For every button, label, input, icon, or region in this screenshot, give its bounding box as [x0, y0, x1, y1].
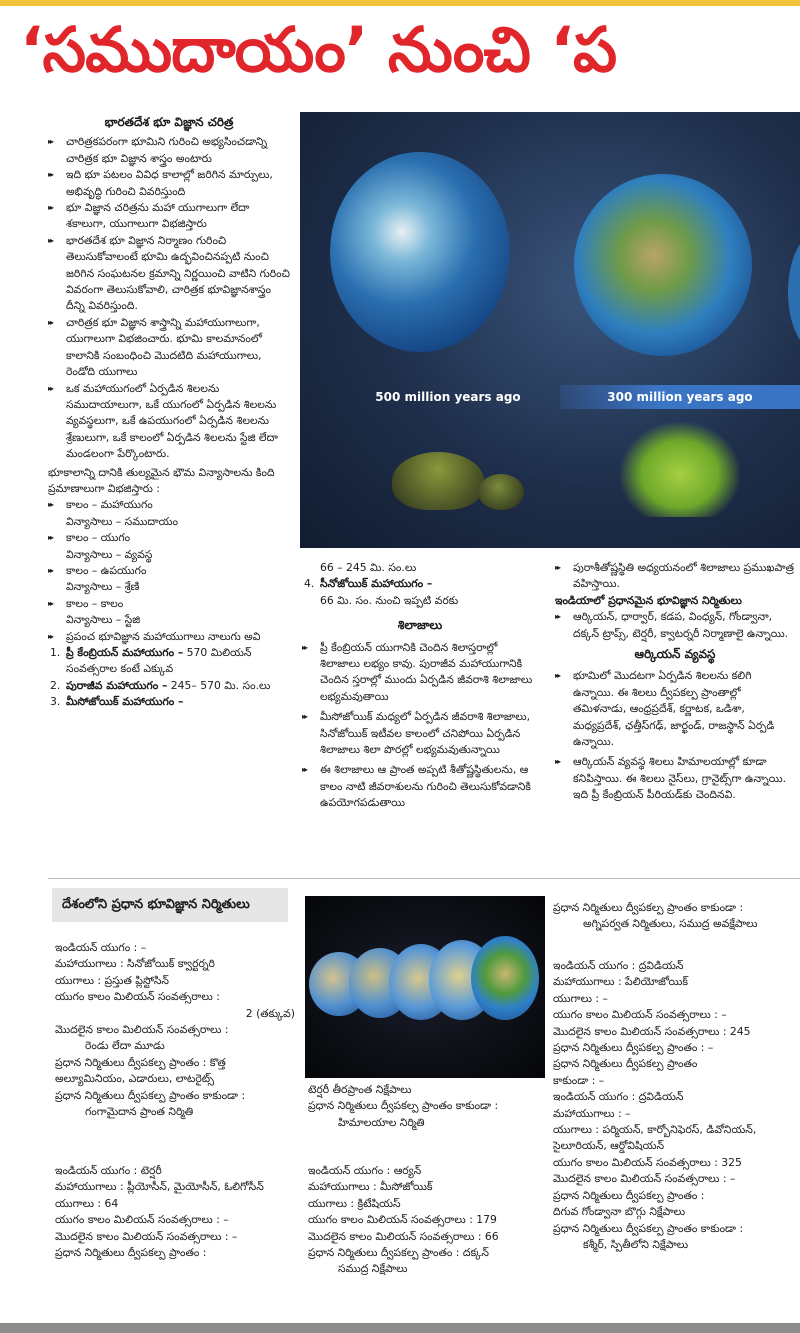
section-heading-history: భారతదేశ భూ విజ్ఞాన చరిత్ర	[104, 115, 234, 129]
list-item: ▸▸ ఈ శిలాజాలు ఆ ప్రాంత అప్పటి శీతోష్ణస్థితులను, ఆ కాలం నాటి జీవరాశులను గురించి తెలుసుకోవడానికి ఉపయోగపడుతాయి	[302, 762, 538, 811]
fact-line: యుగం కాలం మిలియన్ సంవత్సరాలు : –	[553, 1008, 727, 1022]
box-right-block-2	[553, 958, 793, 1253]
column-2	[302, 560, 538, 816]
fact-line: అగ్నిపర్వత నిర్మితులు, సముద్ర అవక్షేపాలు	[583, 917, 758, 931]
fact-line: యుగాలు : క్రిటేషియస్	[308, 1196, 401, 1210]
label-500: 500 million years ago	[375, 390, 521, 404]
unit-formation: విన్యాసాలు – స్టేజి	[66, 613, 141, 627]
era-3-range: 66 – 245 మి. సం.లు	[320, 561, 417, 574]
fact-line: టెర్షరీ తీరప్రాంత నిక్షేపాలు	[308, 1083, 412, 1096]
list-item: ▸▸ ఒక మహాయుగంలో ఏర్పడిన శిలలను సముదాయాలుగా, ఒకే యుగంలో ఏర్పడిన శిలలను వ్యవస్థలుగా, ఒకే ఉపయుగంలో ఏర్పడిన శిలలను శ్రేణులుగా, ఒకే కాలంలో ఏర్పడిన శిలలను స్టేజి లేదా మండలంగా పేర్కొంటారు.	[48, 381, 290, 463]
list-item: ▸▸ పురాశీతోష్ణస్థితి అధ్యయనంలో శిలాజాలు ప్రముఖపాత్ర వహిస్తాయి.	[555, 560, 795, 593]
era-number: 4.	[304, 577, 315, 591]
earth-icon	[471, 936, 539, 1020]
fact-line: మొదలైన కాలం మిలియన్ సంవత్సరాలు :	[55, 1023, 229, 1037]
fact-line: యుగాలు : పర్మియన్, కార్బోనిఫెరస్, డివోనియన్, సైలూరియన్, ఆర్డోవిషియన్	[553, 1123, 757, 1153]
fact-line: కశ్మీర్, స్పితీలోని నిక్షేపాలు	[583, 1237, 689, 1251]
list-item: ▸▸ మీసోజోయిక్ మధ్యలో ఏర్పడిన జీవరాశి శిలాజాలు, సినోజోయిక్ ఇటీవల కాలంలో చనిపోయి ఏర్పడిన శిలాజాలు శిలా పొరల్లో లభ్యమవుతున్నాయి	[302, 709, 538, 758]
fact-line: యుగాలు : 64	[55, 1196, 119, 1210]
fact-line: గంగామైదాన ప్రాంత నిర్మితి	[85, 1105, 194, 1119]
box-heading: దేశంలోని ప్రధాన భూవిజ్ఞాన నిర్మితులు	[52, 888, 288, 922]
label-300: 300 million years ago	[560, 385, 800, 409]
fact-line: ప్రధాన నిర్మితులు ద్వీపకల్ప ప్రాంతం కాకుండా :	[308, 1099, 499, 1113]
fact-line: ఇండియన్ యుగం : టెర్షరీ	[55, 1164, 162, 1177]
fact-line: ప్రధాన నిర్మితులు ద్వీపకల్ప ప్రాంతం : దక్కన్	[308, 1246, 489, 1260]
box-left-block-2	[55, 1163, 295, 1261]
list-item: ▸▸ ప్రపంచ భూవిజ్ఞాన మహాయుగాలు నాలుగు అవి	[48, 629, 290, 645]
era-number: 3.	[50, 695, 61, 709]
globe-500-icon	[330, 152, 510, 352]
unit-time: ▸▸ కాలం – మహాయుగం	[48, 497, 290, 513]
rock-small-icon	[478, 474, 524, 510]
fact-line: ప్రధాన నిర్మితులు ద్వీపకల్ప ప్రాంతం	[553, 1057, 698, 1071]
era-list	[48, 645, 290, 711]
era-title: పురాజీవ మహాయుగం –	[66, 678, 168, 692]
units-pairs	[48, 497, 290, 628]
era-number: 2.	[50, 678, 61, 692]
fact-line: ప్రధాన నిర్మితులు ద్వీపకల్ప ప్రాంతం :	[55, 1246, 207, 1260]
earth-sequence-image	[305, 896, 545, 1078]
era-4-range: 66 మి. సం. నుంచి ఇప్పటి వరకు	[320, 593, 459, 607]
unit-time: ▸▸ కాలం – యుగం	[48, 530, 290, 546]
fact-line: మహాయుగాలు : పేలియోజోయిక్	[553, 975, 689, 989]
fact-line: మహాయుగాలు : సినోజోయిక్ క్వార్టర్నరి	[55, 957, 215, 971]
era-title: ప్రీ కేంబ్రియన్ మహాయుగం –	[66, 646, 184, 659]
unit-formation: విన్యాసాలు – సముదాయం	[66, 514, 178, 528]
fact-line: యుగం కాలం మిలియన్ సంవత్సరాలు :	[55, 990, 220, 1004]
fact-line: ఇండియన్ యుగం : ఆర్యన్	[308, 1164, 422, 1177]
era-number: 1.	[50, 646, 61, 659]
section-heading-fossils: శిలాజాలు	[397, 618, 443, 633]
list-item: ▸▸ ప్రీ కేంబ్రియన్ యుగానికి చెందిన శిలాస్తరాల్లో శిలాజాలు లభ్యం కావు. పురాజీవ మహాయుగానికి చెందిన స్తరాల్లో ముందు ఏర్పడిన జీవరాశి శిలాజాలు లభ్యమవుతాయి	[302, 640, 538, 706]
fact-line: 2 (తక్కువ)	[245, 1006, 295, 1020]
fact-line: యుగాలు : –	[553, 991, 608, 1005]
fact-line: యుగం కాలం మిలియన్ సంవత్సరాలు : 325	[553, 1155, 742, 1169]
era-4	[302, 576, 538, 592]
list-item: ▸▸ చారిత్రక భూ విజ్ఞాన శాస్త్రాన్ని మహాయుగాలుగా, యుగాలుగా విభజించారు. భూమి కాలమానంలో కాలానికి సంబంధించి మొదటిది మహాయుగాలు, రెండోది యుగాలు	[48, 315, 290, 381]
fossil-bullets	[302, 640, 538, 812]
era-item	[48, 678, 290, 694]
fact-line: మహాయుగాలు : మీసోజోయిక్	[308, 1180, 433, 1194]
fact-line: మొదలైన కాలం మిలియన్ సంవత్సరాలు : 66	[308, 1229, 499, 1243]
unit-formation: విన్యాసాలు – వ్యవస్థ	[66, 547, 153, 561]
list-item: ▸▸ భూమిలో మొదటగా ఏర్పడిన శిలలను కలిగి ఉన్నాయి. ఈ శిలలు ద్వీపకల్ప ప్రాంతాల్లో తమిళనాడు, ఆంధ్రప్రదేశ్, కర్ణాటక, ఒడిశా, మధ్యప్రదేశ్, ఛత్తీస్‌గఢ్, జార్ఖండ్, రాజస్థాన్ ఏర్పడి ఉన్నాయి.	[555, 668, 795, 750]
units-intro: భూకాలాన్ని దానికి తుల్యమైన భౌమ విన్యాసాలను కింది ప్రమాణాలుగా విభజిస్తారు :	[48, 465, 275, 495]
globe-300-icon	[574, 174, 752, 356]
fact-line: యుగాలు : ప్రస్తుత ప్లిస్టోసిన్	[55, 973, 169, 987]
section-heading-archean: ఆర్కియన్ వ్యవస్థ	[634, 647, 716, 662]
box-right-block-1	[553, 900, 793, 933]
fern-icon	[620, 422, 740, 517]
list-item: ▸▸ భూ విజ్ఞాన చరిత్రను మహా యుగాలుగా లేదా శకాలుగా, యుగాలుగా విభజిస్తారు	[48, 200, 290, 233]
era-range: 245– 570 మి. సం.లు	[170, 678, 271, 692]
fact-line: ప్రధాన నిర్మితులు ద్వీపకల్ప ప్రాంతం కాకుండా :	[553, 1221, 744, 1235]
fact-line: ఇండియన్ యుగం : ద్రవిడియన్	[553, 1090, 684, 1104]
fact-line: యుగం కాలం మిలియన్ సంవత్సరాలు : 179	[308, 1213, 497, 1227]
fact-line: ప్రధాన నిర్మితులు ద్వీపకల్ప ప్రాంతం కాకుండా :	[553, 901, 744, 914]
era-title: మీసోజోయిక్ మహాయుగం –	[66, 695, 184, 709]
box-middle-block-2	[308, 1163, 548, 1278]
fact-line: హిమాలయాల నిర్మితి	[338, 1115, 425, 1129]
fact-line: మొదలైన కాలం మిలియన్ సంవత్సరాలు : 245	[553, 1024, 751, 1038]
fact-line: ప్రధాన నిర్మితులు ద్వీపకల్ప ప్రాంతం : –	[553, 1041, 714, 1055]
fact-line: రెండు లేదా మూడు	[85, 1039, 165, 1053]
list-item: ▸▸ చారిత్రకపరంగా భూమిని గురించి అభ్యసించడాన్ని చారిత్రక భూ విజ్ఞాన శాస్త్రం అంటారు	[48, 134, 290, 167]
list-item: ▸▸ ఆర్కియన్, ధార్వార్, కడప, వింధ్యన్, గోండ్వానా, దక్కన్ ట్రాప్స్, టెర్షరీ, క్వాటర్నరీ నిర్మాణాలై ఉన్నాయి.	[555, 609, 795, 642]
column-1	[48, 112, 290, 711]
formations-subhead: ఇండియాలో ప్రధానమైన భూవిజ్ఞాన నిర్మితులు	[555, 593, 742, 607]
fact-line: మొదలైన కాలం మిలియన్ సంవత్సరాలు : –	[553, 1172, 736, 1186]
fact-line: కాకుండా : –	[553, 1073, 605, 1087]
era-range: 570 మిలియన్ సంవత్సరాల కంటే ఎక్కువ	[66, 646, 252, 676]
era-title: సీనోజోయిక్ మహాయుగం –	[320, 577, 433, 591]
fact-line: మొదలైన కాలం మిలియన్ సంవత్సరాలు : –	[55, 1229, 238, 1243]
rock-icon	[392, 452, 484, 510]
fact-line: సముద్ర నిక్షేపాలు	[338, 1262, 408, 1276]
globes-image	[300, 112, 800, 548]
fact-line: ఇండియన్ యుగం : ద్రవిడియన్	[553, 959, 684, 972]
bottom-bar	[0, 1323, 800, 1333]
archean-bullets	[555, 668, 795, 803]
list-item: ▸▸ భారతదేశ భూ విజ్ఞాన నిర్మాణం గురించి తెలుసుకోవాలంటే భూమి ఉద్భవించినప్పటి నుంచి జరిగిన సంఘటనల క్రమాన్ని నిర్ణయించి వాటిని గురించి వివరంగా తెలుసుకోవాలి, చారిత్రక భూవిజ్ఞానశాస్త్రం దీన్ని వివరిస్తుంది.	[48, 233, 290, 315]
headline: ‘సముదాయం’ నుంచి ‘ప	[20, 13, 617, 86]
fact-line: యుగం కాలం మిలియన్ సంవత్సరాలు : –	[55, 1213, 229, 1227]
era-item	[48, 645, 290, 678]
history-bullets	[48, 134, 290, 462]
column-3	[555, 560, 795, 808]
box-middle-block-1	[308, 1082, 548, 1131]
globe-partial-icon	[788, 232, 800, 352]
unit-time: ▸▸ కాలం – ఉపయుగం	[48, 563, 290, 579]
fact-line: మహాయుగాలు : –	[553, 1106, 631, 1120]
fact-line: దిగువ గోండ్వానా బొగ్గు నిక్షేపాలు	[553, 1205, 686, 1219]
box-left-block-1	[55, 940, 295, 1120]
unit-time: ▸▸ కాలం – కాలం	[48, 596, 290, 612]
fact-line: ప్రధాన నిర్మితులు ద్వీపకల్ప ప్రాంతం కాకుండా :	[55, 1088, 246, 1102]
fact-line: ప్రధాన నిర్మితులు ద్వీపకల్ప ప్రాంతం : కొత్త అల్యూమినియం, ఎడారులు, లాటరైట్స్	[55, 1055, 226, 1086]
list-item: ▸▸ ఇది భూ పటలం వివిధ కాలాల్లో జరిగిన మార్పులు, అభివృద్ధి గురించి వివరిస్తుంది	[48, 167, 290, 200]
box-top-divider	[48, 878, 800, 879]
fact-line: ఇండియన్ యుగం : –	[55, 941, 147, 954]
fact-line: మహాయుగాలు : ప్లీయోసీన్, మైయోసీన్, ఓలిగోసీన్	[55, 1180, 264, 1194]
era-item	[48, 694, 290, 710]
list-item: ▸▸ ఆర్కియన్ వ్యవస్థ శిలలు హిమాలయాల్లో కూడా కనిపిస్తాయి. ఈ శిలలు నైస్‌లు, గ్రానైట్స్‌గా ఉన్నాయి. ఇది ప్రీ కేంబ్రియన్ పీరియడ్‌కు చెందినవి.	[555, 754, 795, 803]
unit-formation: విన్యాసాలు – శ్రేణి	[66, 580, 140, 594]
fact-line: ప్రధాన నిర్మితులు ద్వీపకల్ప ప్రాంతం :	[553, 1188, 705, 1202]
